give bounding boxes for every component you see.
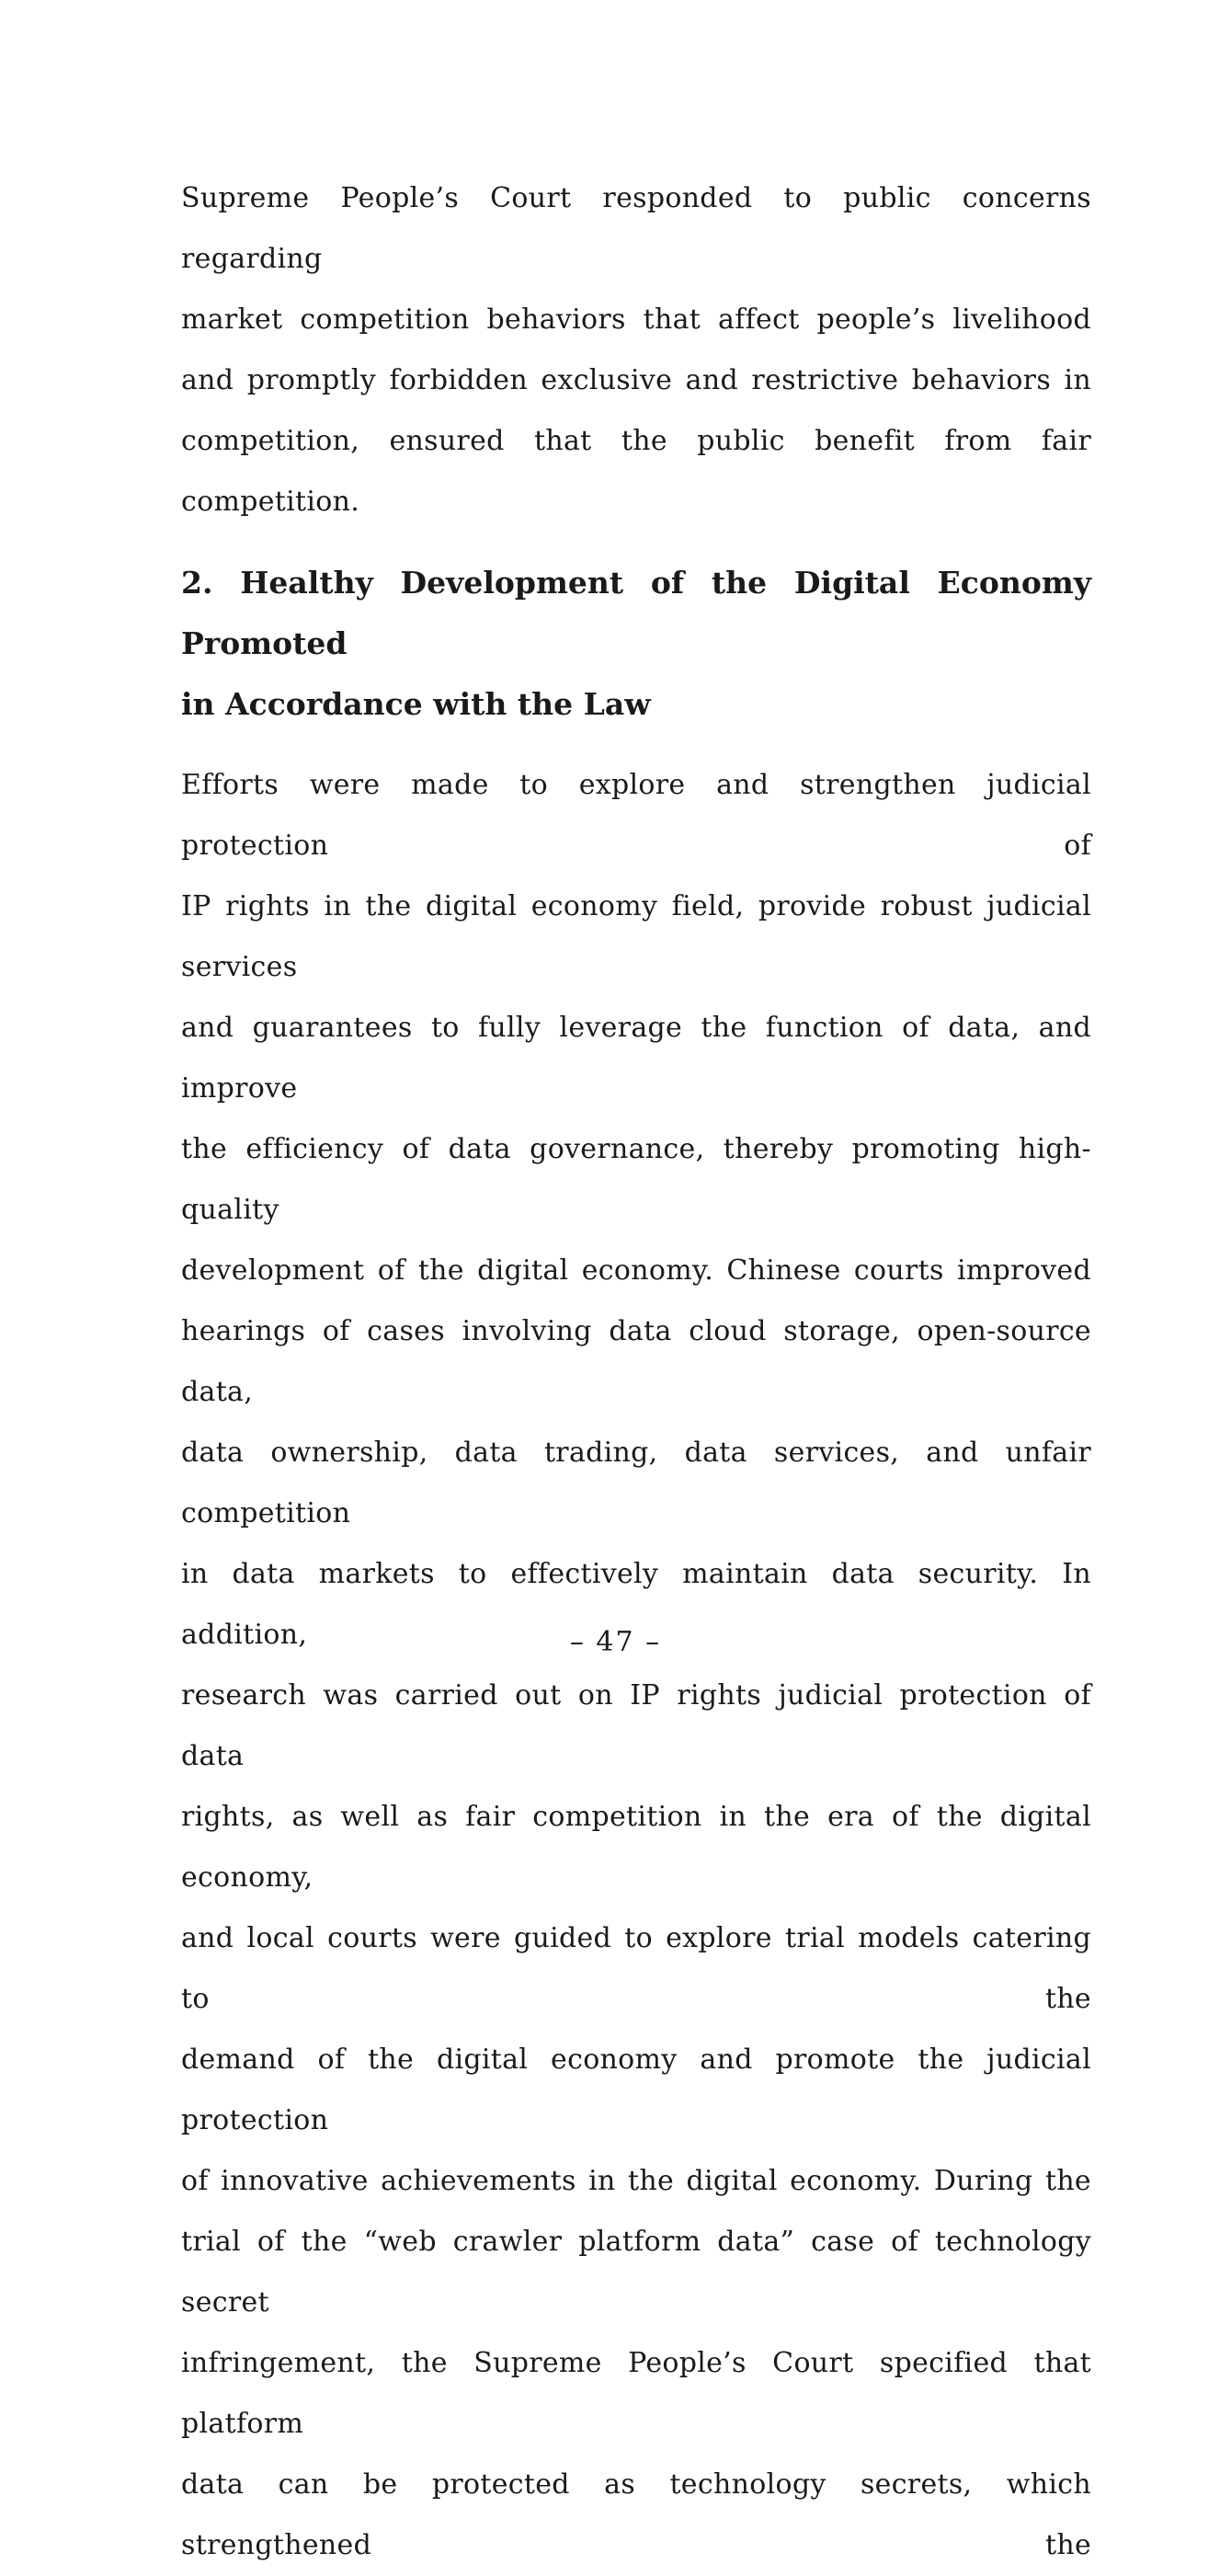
text-line: Supreme People’s Court responded to public concerns regarding xyxy=(181,182,1091,275)
text-line: data ownership, data trading, data services, and unfair competition xyxy=(181,1437,1091,1529)
text-line: hearings of cases involving data cloud storage, open-source data, xyxy=(181,1315,1091,1408)
text-line: data can be protected as technology secrets, which strengthened the xyxy=(181,2468,1091,2561)
text-line: of innovative achievements in the digital economy. During the xyxy=(181,2165,1091,2197)
text-line: Efforts were made to explore and strengthen judicial protection of xyxy=(181,769,1091,862)
text-line: in data markets to effectively maintain data security. In addition, xyxy=(181,1558,1091,1651)
text-line: market competition behaviors that affect people’s livelihood xyxy=(181,303,1091,336)
text-line: demand of the digital economy and promote the judicial protection xyxy=(181,2044,1091,2136)
text-line: and guarantees to fully leverage the function of data, and improve xyxy=(181,1012,1091,1105)
page-number: – 47 – xyxy=(569,1626,662,1658)
section-heading xyxy=(181,553,1091,735)
page-content xyxy=(181,168,1091,2576)
text-line: development of the digital economy. Chinese courts improved xyxy=(181,1254,1091,1287)
text-line: infringement, the Supreme People’s Court specified that platform xyxy=(181,2347,1091,2440)
text-line: IP rights in the digital economy field, provide robust judicial services xyxy=(181,890,1091,983)
text-line: trial of the “web crawler platform data” case of technology secret xyxy=(181,2226,1091,2318)
text-line: the efficiency of data governance, thereby promoting high-quality xyxy=(181,1133,1091,1226)
heading-line: 2. Healthy Development of the Digital Economy Promoted xyxy=(181,565,1091,661)
text-line: rights, as well as fair competition in the era of the digital economy, xyxy=(181,1801,1091,1894)
text-line: research was carried out on IP rights judicial protection of data xyxy=(181,1679,1091,1772)
body-paragraph xyxy=(181,755,1091,2576)
heading-line: in Accordance with the Law xyxy=(181,686,651,722)
intro-paragraph xyxy=(181,168,1091,532)
text-line: and promptly forbidden exclusive and restrictive behaviors in xyxy=(181,364,1091,396)
text-line: competition, ensured that the public benefit from fair competition. xyxy=(181,425,1091,518)
text-line: and local courts were guided to explore trial models catering to the xyxy=(181,1922,1091,2015)
